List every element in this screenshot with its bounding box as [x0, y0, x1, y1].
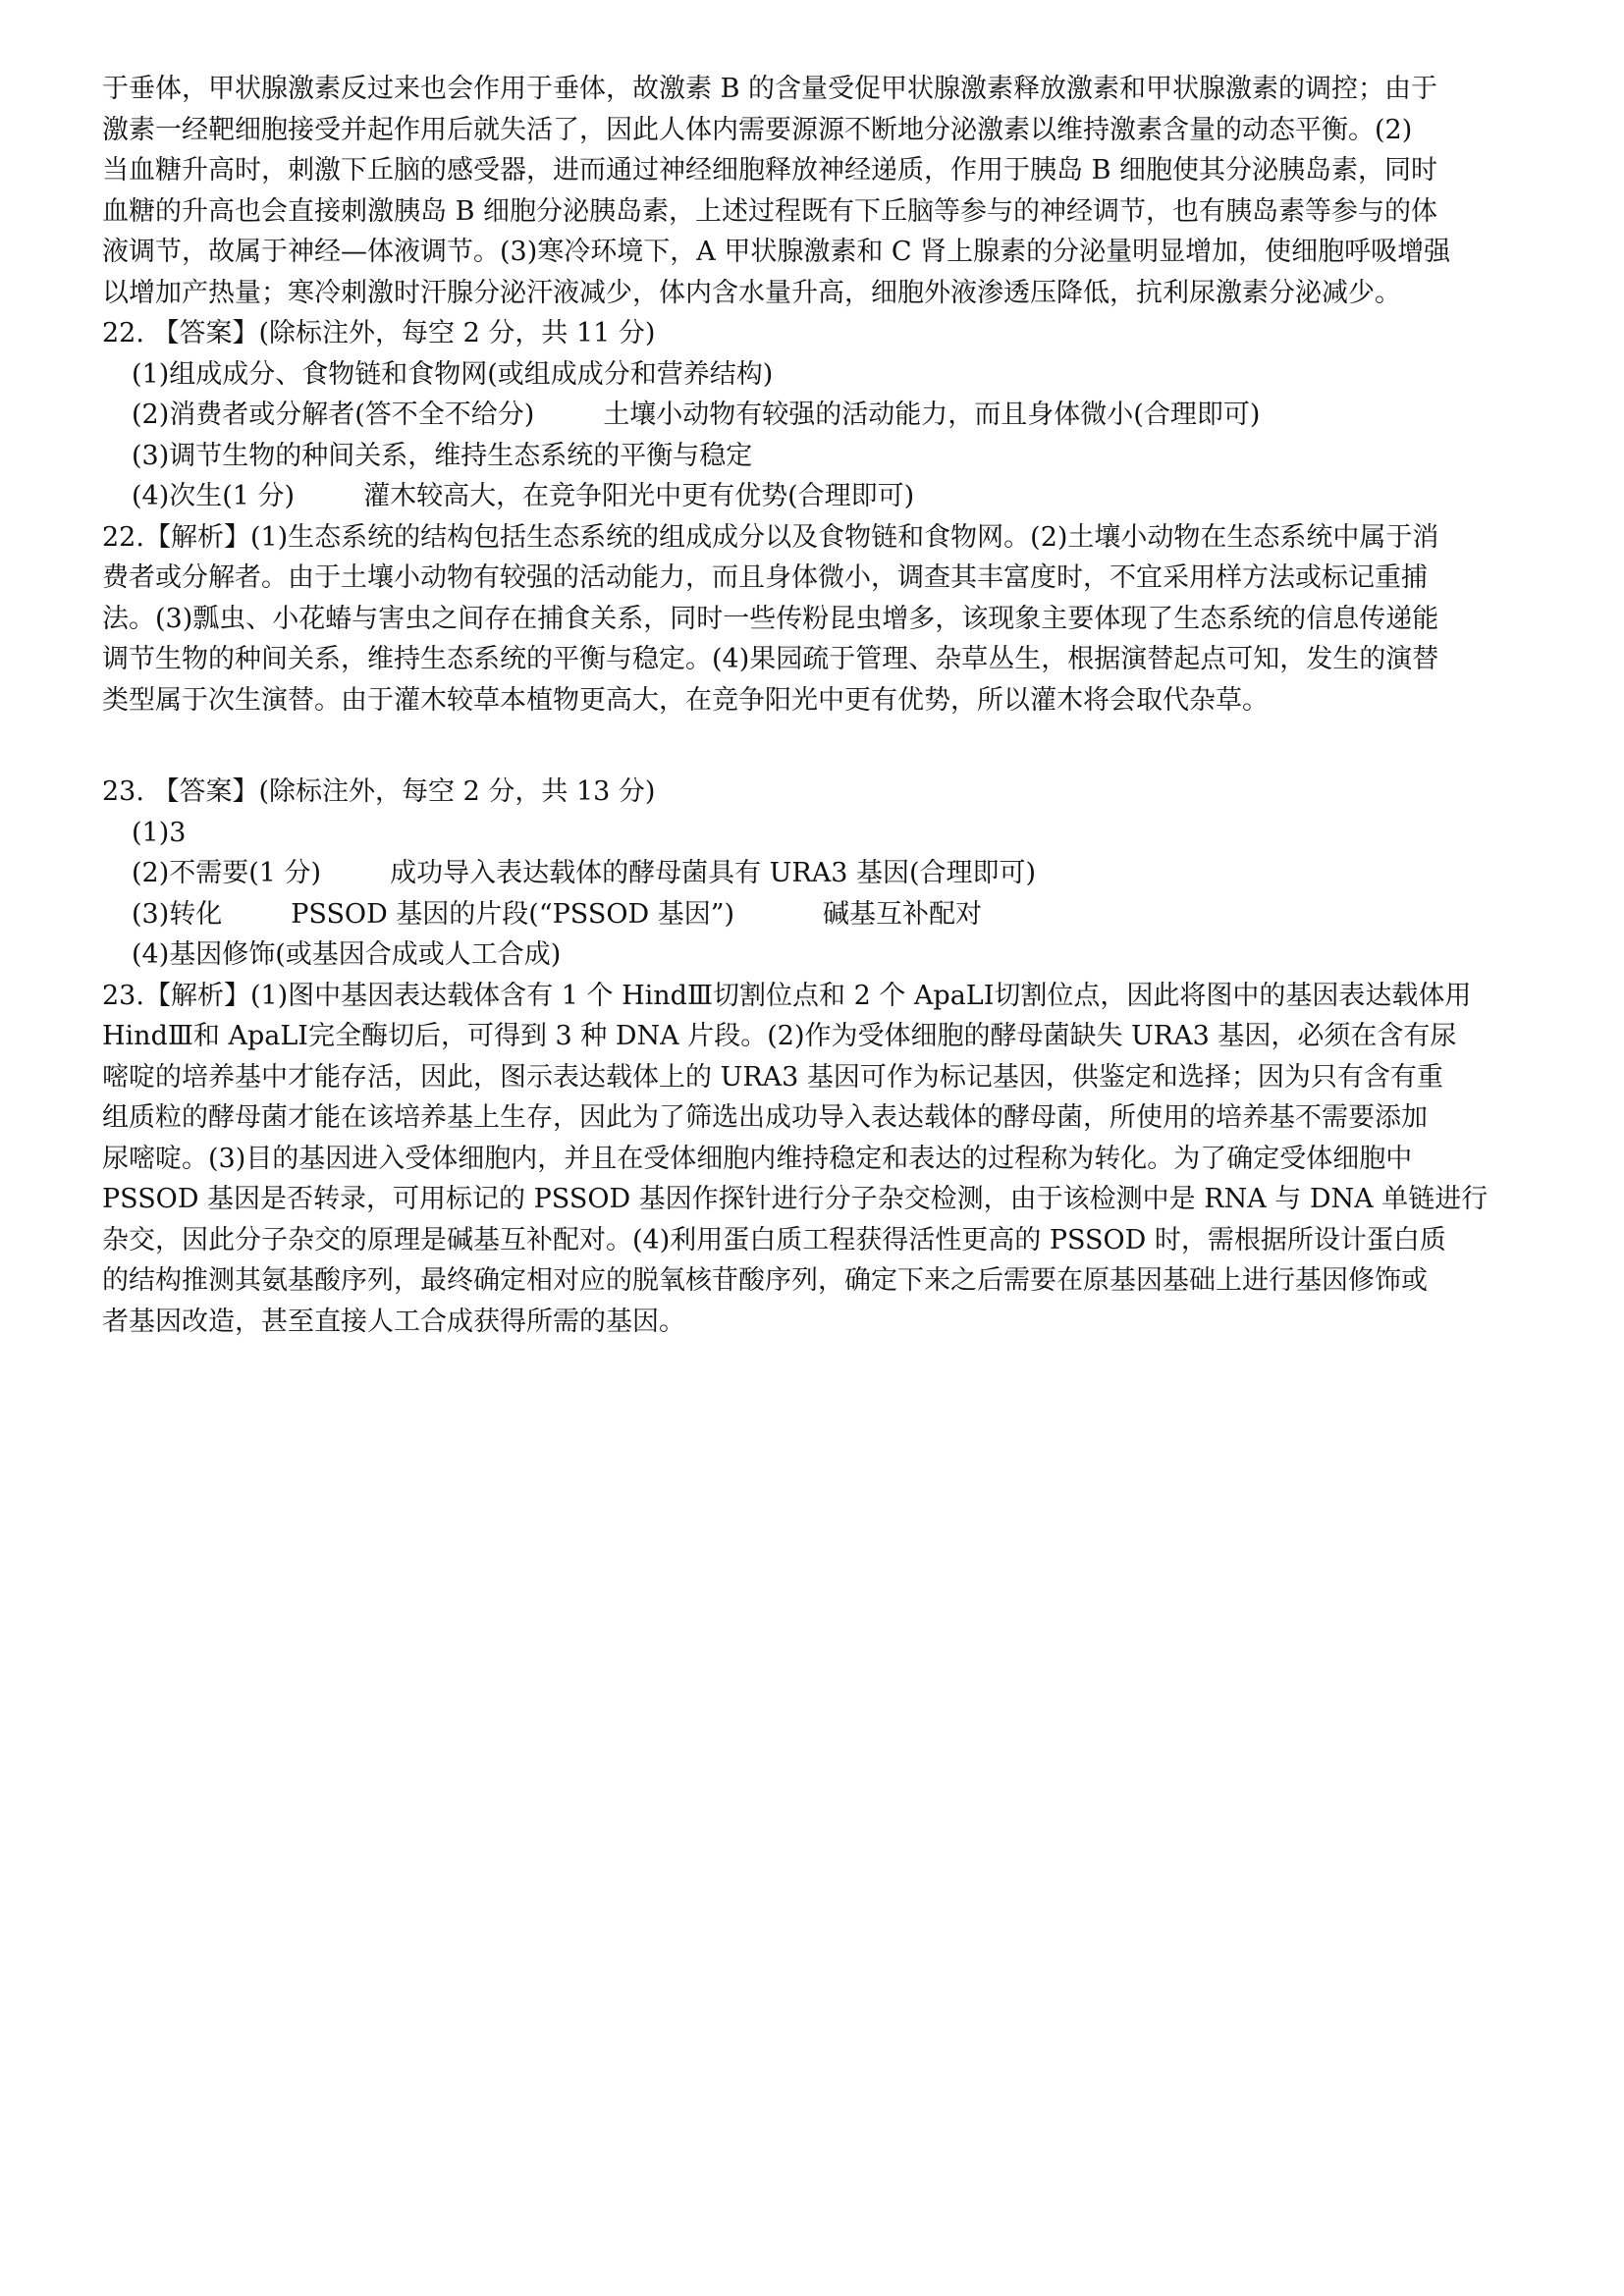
analysis-paragraph: [102, 976, 1536, 1343]
answer-item: (4)基因修饰(或基因合成或人工合成): [132, 939, 562, 970]
text-line: 者基因改造，甚至直接人工合成获得所需的基因。: [102, 1306, 685, 1337]
text-line: 液调节，故属于神经—体液调节。(3)寒冷环境下，A 甲状腺激素和 C 肾上腺素的分泌量明显增加，使细胞呼吸增强: [102, 237, 1451, 267]
text-line: 嘧啶的培养基中才能存活，因此，图示表达载体上的 URA3 基因可作为标记基因，供鉴定和选择；因为只有含有重: [102, 1061, 1443, 1093]
text-line: 23.【解析】(1)图中基因表达载体含有 1 个 HindⅢ切割位点和 2 个 ApaLⅠ切割位点，因此将图中的基因表达载体用: [102, 980, 1472, 1011]
answer-header: 22. 【答案】(除标注外，每空 2 分，共 11 分): [102, 318, 656, 348]
answer-document: [102, 69, 1536, 1342]
intro-paragraph: [102, 69, 1536, 313]
answer-header: 23. 【答案】(除标注外，每空 2 分，共 13 分): [102, 776, 656, 807]
answer-part: 灌木较高大，在竞争阳光中更有优势(合理即可): [363, 481, 915, 511]
text-line: 的结构推测其氨基酸序列，最终确定相对应的脱氧核苷酸序列，确定下来之后需要在原基因基础上进行基因修饰或: [102, 1265, 1428, 1296]
text-line: 血糖的升高也会直接刺激胰岛 B 细胞分泌胰岛素，上述过程既有下丘脑等参与的神经调节，也有胰岛素等参与的体: [102, 195, 1438, 227]
text-line: 类型属于次生演替。由于灌木较草本植物更高大，在竞争阳光中更有优势，所以灌木将会取代杂草。: [102, 684, 1269, 716]
question-22: [102, 313, 1536, 721]
answer-item: [102, 894, 1536, 935]
answer-part: (2)不需要(1 分): [132, 858, 322, 888]
answer-part: PSSOD 基因的片段(“PSSOD 基因”): [291, 898, 735, 930]
analysis-paragraph: [102, 517, 1536, 721]
text-line: 调节生物的种间关系，维持生态系统的平衡与稳定。(4)果园疏于管理、杂草丛生，根据演替起点可知，发生的演替: [102, 644, 1439, 674]
answer-item: (3)调节生物的种间关系，维持生态系统的平衡与稳定: [132, 440, 753, 471]
text-line: 当血糖升高时，刺激下丘脑的感受器，进而通过神经细胞释放神经递质，作用于胰岛 B 细胞使其分泌胰岛素，同时: [102, 155, 1438, 186]
text-line: 法。(3)瓢虫、小花蝽与害虫之间存在捕食关系，同时一些传粉昆虫增多，该现象主要体现了生态系统的信息传递能: [102, 603, 1439, 634]
text-line: 于垂体，甲状腺激素反过来也会作用于垂体，故激素 B 的含量受促甲状腺激素释放激素和甲状腺激素的调控；由于: [102, 74, 1438, 104]
answer-item: [102, 395, 1536, 436]
answer-part: 土壤小动物有较强的活动能力，而且身体微小(合理即可): [603, 400, 1261, 430]
text-line: 激素一经靶细胞接受并起作用后就失活了，因此人体内需要源源不断地分泌激素以维持激素含量的动态平衡。(2): [102, 114, 1413, 145]
text-line: 杂交，因此分子杂交的原理是碱基互补配对。(4)利用蛋白质工程获得活性更高的 PSSOD 时，需根据所设计蛋白质: [102, 1224, 1446, 1255]
section-gap: [102, 721, 1536, 772]
answer-item: [102, 476, 1536, 517]
text-line: 尿嘧啶。(3)目的基因进入受体细胞内，并且在受体细胞内维持稳定和表达的过程称为转化。为了确定受体细胞中: [102, 1143, 1413, 1174]
text-line: 以增加产热量；寒冷刺激时汗腺分泌汗液减少，体内含水量升高，细胞外液渗透压降低，抗利尿激素分泌减少。: [102, 277, 1401, 308]
text-line: 22.【解析】(1)生态系统的结构包括生态系统的组成成分以及食物链和食物网。(2)土壤小动物在生态系统中属于消: [102, 521, 1439, 553]
answer-part: 碱基互补配对: [823, 898, 983, 930]
answer-item: (1)3: [132, 817, 187, 848]
answer-item: [102, 853, 1536, 894]
text-line: PSSOD 基因是否转录，可用标记的 PSSOD 基因作探针进行分子杂交检测，由于该检测中是 RNA 与 DNA 单链进行: [102, 1184, 1489, 1214]
answer-part: (4)次生(1 分): [132, 481, 296, 511]
text-line: 组质粒的酵母菌才能在该培养基上生存，因此为了筛选出成功导入表达载体的酵母菌，所使用的培养基不需要添加: [102, 1102, 1428, 1133]
answer-part: (2)消费者或分解者(答不全不给分): [132, 400, 535, 430]
answer-part: (3)转化: [132, 898, 223, 930]
text-line: 费者或分解者。由于土壤小动物有较强的活动能力，而且身体微小，调查其丰富度时，不宜采用样方法或标记重捕: [102, 562, 1428, 593]
question-23: [102, 772, 1536, 1342]
answer-part: 成功导入表达载体的酵母菌具有 URA3 基因(合理即可): [390, 858, 1037, 888]
answer-item: (1)组成成分、食物链和食物网(或组成成分和营养结构): [132, 358, 774, 390]
text-line: HindⅢ和 ApaLⅠ完全酶切后，可得到 3 种 DNA 片段。(2)作为受体细胞的酵母菌缺失 URA3 基因，必须在含有尿: [102, 1021, 1457, 1051]
